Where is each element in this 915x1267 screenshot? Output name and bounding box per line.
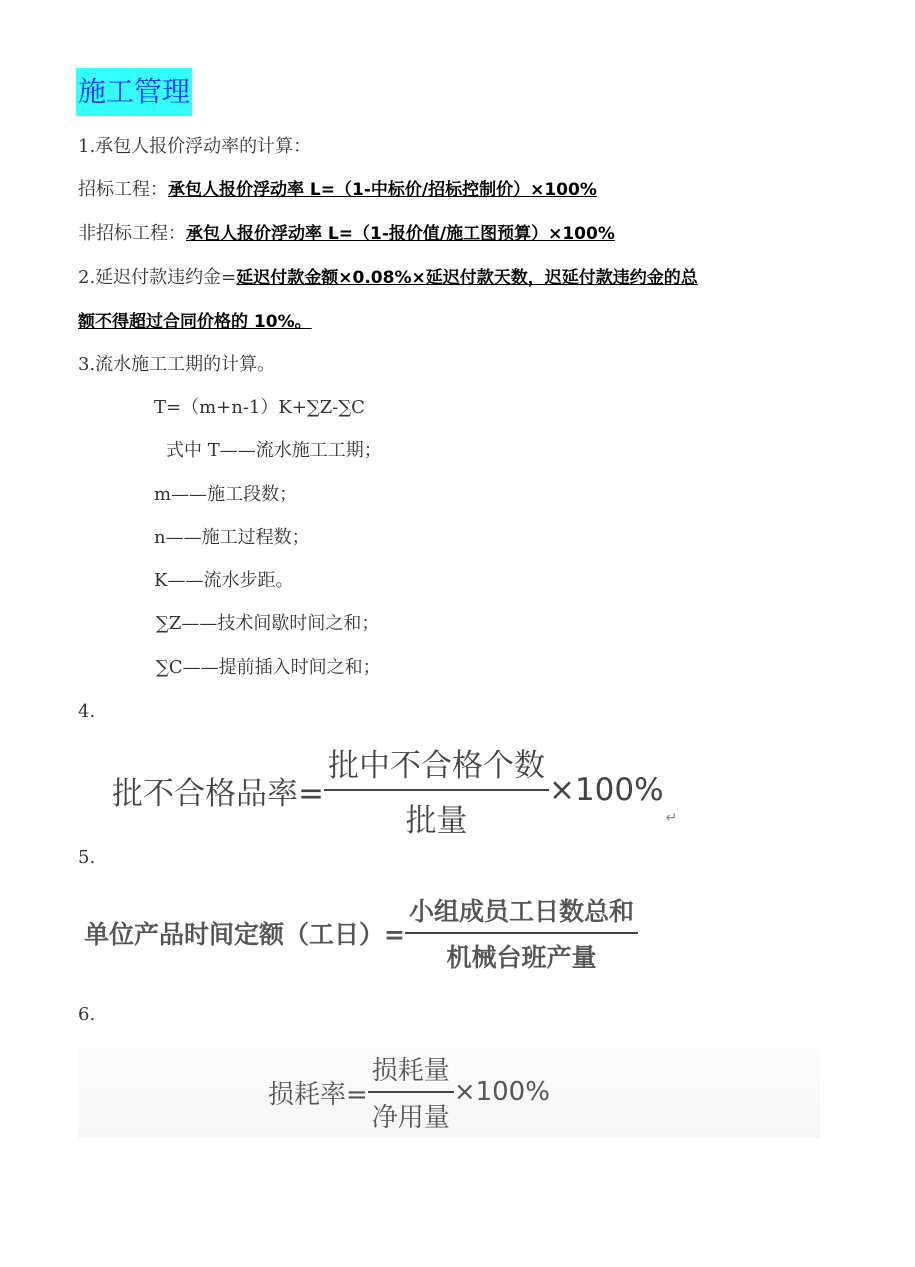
section-3-m: m——施工段数； bbox=[154, 484, 298, 505]
line-a-formula: 承包人报价浮动率 L=（1-中标价/招标控制价）×100% bbox=[168, 180, 597, 200]
section-3-where-t: 式中 T——流水施工工期； bbox=[166, 440, 382, 461]
section-2-prefix: 2.延迟付款违约金= bbox=[78, 267, 237, 288]
loss-rate-numerator: 损耗量 bbox=[371, 1056, 450, 1086]
section-3-n: n——施工过程数； bbox=[154, 527, 310, 548]
loss-rate-lhs: 损耗率= bbox=[268, 1079, 368, 1110]
section-5-label: 5. bbox=[78, 847, 96, 868]
time-quota-denominator: 机械台班产量 bbox=[446, 943, 597, 972]
section-2-line-2 bbox=[78, 310, 312, 334]
defect-rate-times: ×100% bbox=[548, 772, 664, 808]
loss-rate-denominator: 净用量 bbox=[371, 1103, 450, 1133]
page-title: 施工管理 bbox=[76, 68, 192, 116]
loss-rate-formula bbox=[78, 1048, 820, 1138]
section-2-bold-1: 延迟付款金额×0.08%×延迟付款天数，迟延付款违约金的总 bbox=[236, 268, 698, 288]
section-1-heading: 1.承包人报价浮动率的计算： bbox=[78, 136, 312, 157]
section-3-heading: 3.流水施工工期的计算。 bbox=[78, 354, 276, 375]
section-3-sum-z: ∑Z——技术间歇时间之和； bbox=[156, 613, 380, 634]
section-3-k: K——流水步距。 bbox=[154, 570, 294, 591]
time-quota-fraction bbox=[405, 892, 638, 974]
section-6-label: 6. bbox=[78, 1004, 96, 1025]
time-quota-numerator: 小组成员工日数总和 bbox=[408, 897, 634, 926]
loss-rate-times: ×100% bbox=[453, 1077, 550, 1107]
line-b-prefix: 非招标工程： bbox=[78, 223, 186, 244]
defect-rate-formula bbox=[112, 740, 677, 840]
defect-rate-fraction bbox=[324, 740, 549, 840]
line-a-prefix: 招标工程： bbox=[78, 179, 168, 200]
section-2-bold-2: 额不得超过合同价格的 10%。 bbox=[78, 312, 312, 332]
section-4-label: 4. bbox=[78, 701, 96, 722]
section-1-line-a bbox=[78, 178, 597, 202]
section-3-formula: T=（m+n-1）K+∑Z-∑C bbox=[154, 397, 365, 418]
loss-rate-fraction bbox=[368, 1050, 454, 1134]
section-1-line-b bbox=[78, 222, 615, 246]
time-quota-lhs: 单位产品时间定额（工日）= bbox=[84, 920, 405, 949]
defect-rate-denominator: 批量 bbox=[405, 803, 468, 839]
line-b-formula: 承包人报价浮动率 L=（1-报价值/施工图预算）×100% bbox=[186, 224, 615, 244]
defect-rate-lhs: 批不合格品率= bbox=[112, 775, 324, 812]
time-quota-formula bbox=[84, 892, 638, 974]
section-2-line-1 bbox=[78, 266, 698, 290]
defect-rate-numerator: 批中不合格个数 bbox=[327, 748, 545, 784]
return-mark-icon: ↵ bbox=[665, 810, 678, 826]
section-3-sum-c: ∑C——提前插入时间之和； bbox=[156, 657, 381, 678]
